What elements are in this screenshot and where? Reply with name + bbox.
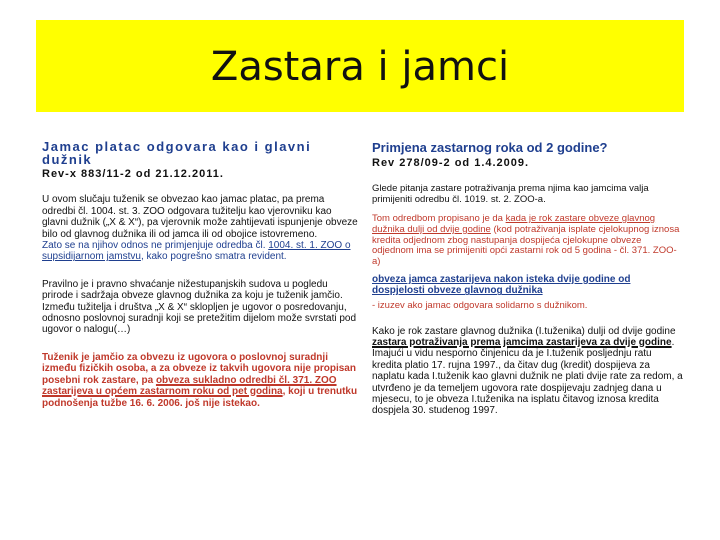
right-column [372, 140, 684, 417]
right-para-2-text: Tom odredbom propisano je da [372, 213, 506, 224]
right-para-3: obveza jamca zastarijeva nakon isteka dvije godine od dospjelosti obveze glavnog dužnika [372, 273, 631, 297]
left-para-4-text: Tuženik je jamčio za obvezu iz ugovora o poslovnoj suradnji između fizičkih osoba, a za obveze iz takvih ugovora nije propisan posebni rok zastare, pa [42, 351, 356, 386]
right-para-4: - izuzev ako jamac odgovara solidarno s dužnikom. [372, 299, 588, 311]
right-para-5-rest: . Imajući u vidu nesporno činjenicu da je I.tuženik posljednju ratu kredita platio 17. rujna 1997., da čitav dug (kredit) dospijeva za naplatu kada I.tuženik kao glavni dužnik ne plati dvije rate za redom, a utvrđeno je da temeljem ugovora rate dospijevaju zadnjeg dana u mjesecu, to je obveza I.tuženika na isplatu čitavog iznosa kredita dospjela 30. studenog 1997. [372, 337, 683, 417]
left-column [42, 140, 360, 409]
left-para-4-underlined: obveza sukladno odredbi čl. 371. ZOO zastarijeva u općem zastarnom roku od pet godina [42, 374, 337, 398]
slide-title: Zastara i jamci [210, 44, 510, 90]
left-para-2 [42, 240, 360, 263]
left-para-2-text: Zato se na njihov odnos ne primjenjuje odredba čl. [42, 240, 269, 252]
right-case-ref: Rev 278/09-2 od 1.4.2009. [372, 157, 530, 169]
right-para-5 [372, 326, 684, 417]
left-para-1: U ovom slučaju tuženik se obvezao kao jamac platac, pa prema odredbi čl. 1004. st. 3. ZOO odgovara tužitelju kao vjerovniku kao glavni dužnik („X & X“), pa vjerovnik može zahtijevati ispunjenje obveze bilo od glavnog dužnika ili od jamca ili od obojice istovremeno. [42, 194, 358, 240]
right-para-2 [372, 214, 684, 268]
left-para-3: Pravilno je i pravno shvaćanje nižestupanjskih sudova u pogledu prirode i sadržaja obveze glavnog dužnika za koju je tuženik jamčio. Između tužitelja i društva „X & X“ sklopljen je ugovor o posredovanju, odnosno poslovnoj suradnji koji se pretežitim dijelom može svrstati pod ugovor o nalogu(…) [42, 278, 357, 336]
left-para-4 [42, 352, 360, 409]
left-heading: Jamac platac odgovara kao i glavni dužnik [42, 139, 312, 167]
right-heading: Primjena zastarnog roka od 2 godine? [372, 140, 608, 155]
right-para-5-text: Kako je rok zastare glavnog dužnika (I.tuženika) dulji od dvije godine [372, 325, 676, 337]
right-para-1: Glede pitanja zastare potraživanja prema njima kao jamcima valja primijeniti odredbu čl. 1019. st. 2. ZOO-a. [372, 183, 649, 206]
left-para-2-rest: , kako pogrešno smatra revident. [140, 251, 287, 263]
left-case-ref: Rev-x 883/11-2 od 21.12.2011. [42, 168, 224, 180]
right-para-2-underlined: kada je rok zastare obveze glavnog dužnika dulji od dvije godine [372, 213, 656, 235]
left-para-4-rest: , koji u trenutku podnošenja tužbe 16. 6. 2006. još nije istekao. [42, 386, 358, 409]
right-para-2-rest: (kod potraživanja isplate cjelokupnog iznosa kredita odjednom zbog nastupanja dospijeća cjelokupne obveze odjednom ima se primijeniti opći zastarni rok od 5 godina - čl. 371. ZOO-a) [372, 223, 680, 268]
right-para-5-emphasis: zastara potraživanja prema jamcima zastarijeva za dvije godine [372, 337, 672, 348]
left-para-2-underlined: 1004. st. 1. ZOO o supsidijarnom jamstvu [42, 240, 351, 263]
